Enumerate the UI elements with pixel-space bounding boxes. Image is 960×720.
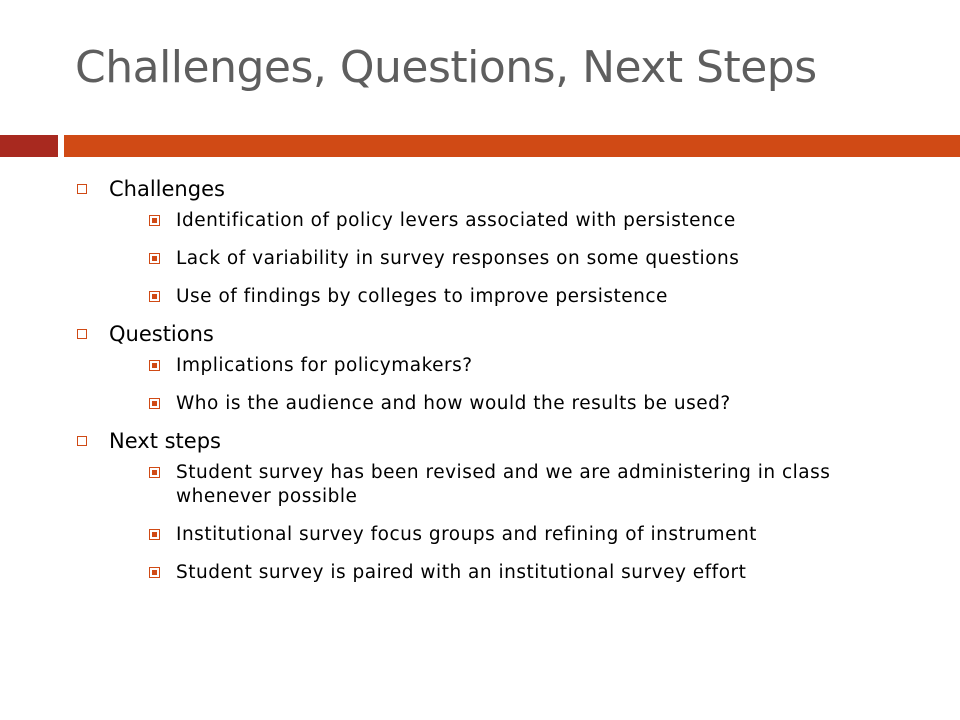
square-bullet-icon (77, 184, 87, 194)
title-rule (64, 135, 960, 157)
list-item-text: Student survey is paired with an institutional survey effort (176, 562, 747, 583)
square-bullet-icon (77, 329, 87, 339)
list-item (149, 354, 854, 378)
list-item-text: Institutional survey focus groups and refining of instrument (176, 524, 757, 545)
section-heading: Challenges (109, 177, 225, 201)
list-item-text: Implications for policymakers? (176, 355, 473, 376)
list-item-text: Lack of variability in survey responses on some questions (176, 248, 740, 269)
sub-list (109, 354, 875, 416)
list-item (149, 561, 854, 585)
filled-square-bullet-icon (149, 467, 160, 478)
section-questions (75, 320, 875, 416)
section-challenges (75, 175, 875, 309)
list-item (149, 209, 854, 233)
filled-square-bullet-icon (149, 567, 160, 578)
list-item (149, 392, 854, 416)
filled-square-bullet-icon (149, 398, 160, 409)
section-heading: Questions (109, 322, 214, 346)
title-rule-accent (0, 135, 58, 157)
list-item-text: Student survey has been revised and we are administering in class whenever possible (176, 462, 831, 507)
list-item-text: Use of findings by colleges to improve persistence (176, 286, 668, 307)
list-item (149, 247, 854, 271)
slide-content (75, 175, 875, 585)
filled-square-bullet-icon (149, 291, 160, 302)
slide-title: Challenges, Questions, Next Steps (75, 42, 817, 93)
sub-list (109, 461, 875, 585)
filled-square-bullet-icon (149, 360, 160, 371)
list-item (149, 285, 854, 309)
sub-list (109, 209, 875, 309)
square-bullet-icon (77, 436, 87, 446)
section-heading: Next steps (109, 429, 221, 453)
section-next-steps (75, 427, 875, 585)
filled-square-bullet-icon (149, 529, 160, 540)
list-item (149, 523, 854, 547)
filled-square-bullet-icon (149, 215, 160, 226)
filled-square-bullet-icon (149, 253, 160, 264)
list-item-text: Who is the audience and how would the results be used? (176, 393, 731, 414)
list-item (149, 461, 854, 509)
list-item-text: Identification of policy levers associated with persistence (176, 210, 736, 231)
